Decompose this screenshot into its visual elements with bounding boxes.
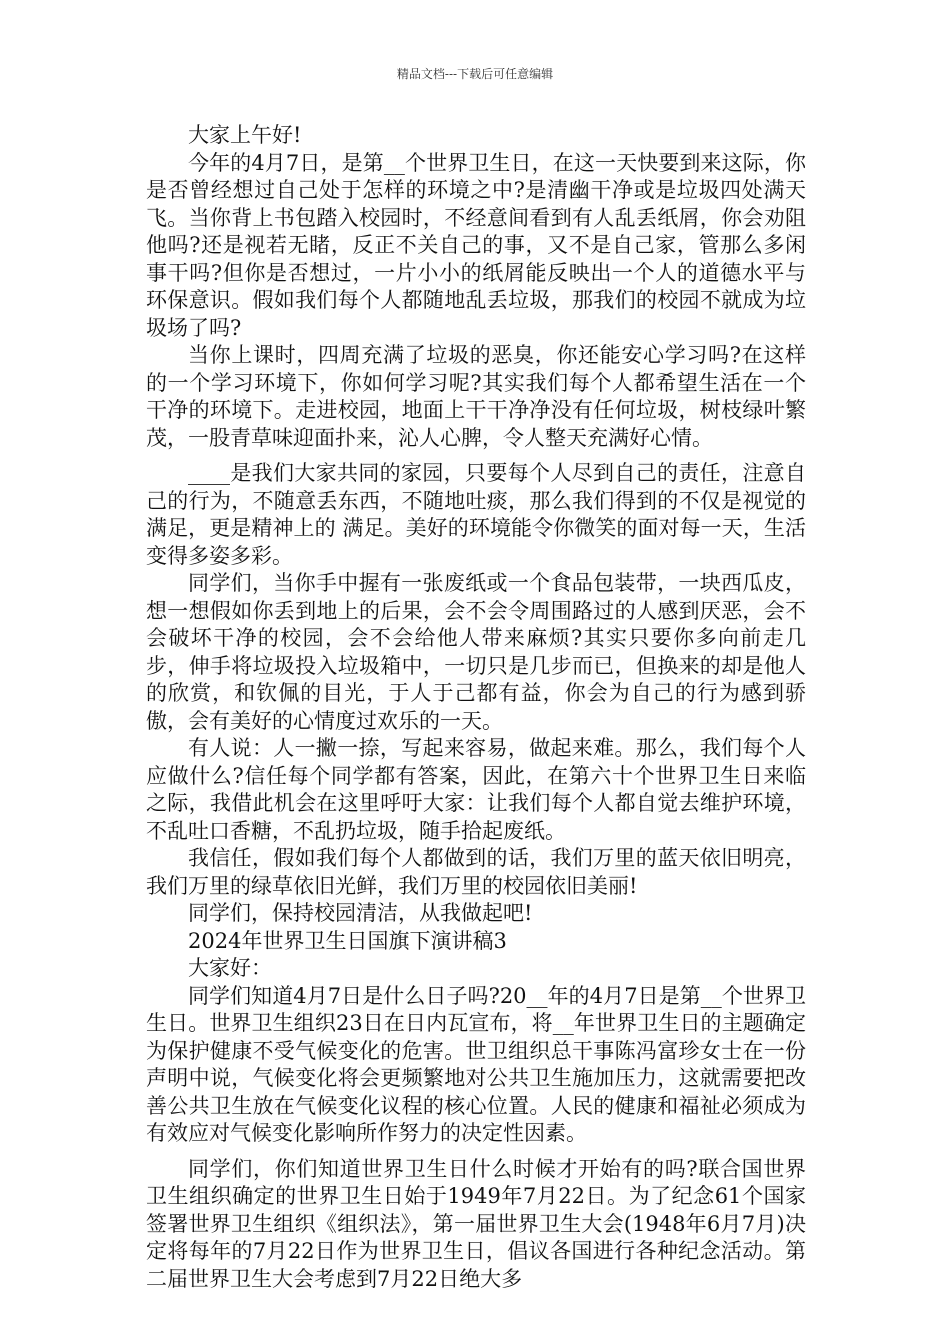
- paragraph: 同学们，你们知道世界卫生日什么时候才开始有的吗?联合国世界卫生组织确定的世界卫生日始于1949年7月22日。为了纪念61个国家签署世界卫生组织《组织法》，第一届世界卫生大会(1948年6月7月)决定将每年的7月22日作为世界卫生日，倡议各国进行各种纪念活动。第二届世界卫生大会考虑到7月22日绝大多: [146, 1156, 806, 1291]
- paragraph: 同学们知道4月7日是什么日子吗?20__年的4月7日是第__个世界卫生日。世界卫生组织23日在日内瓦宣布，将__年世界卫生日的主题确定为保护健康不受气候变化的危害。世卫组织总干事陈冯富珍女士在一份声明中说，气候变化将会更频繁地对公共卫生施加压力，这就需要把改善公共卫生放在气候变化议程的核心位置。人民的健康和福祉必须成为有效应对气候变化影响所作努力的决定性因素。: [146, 983, 806, 1145]
- paragraph: 同学们，当你手中握有一张废纸或一个食品包装带，一块西瓜皮，想一想假如你丢到地上的后果，会不会令周围路过的人感到厌恶，会不会破坏干净的校园，会不会给他人带来麻烦?其实只要你多向前走几步，伸手将垃圾投入垃圾箱中，一切只是几步而已，但换来的却是他人的欣赏，和钦佩的目光，于人于己都有益，你会为自己的行为感到骄傲，会有美好的心情度过欢乐的一天。: [146, 571, 806, 733]
- page-header: 精品文档---下载后可任意编辑: [396, 67, 554, 81]
- paragraph: 今年的4月7日，是第__个世界卫生日，在这一天快要到来这际，你是否曾经想过自己处于怎样的环境之中?是清幽干净或是垃圾四处满天飞。当你背上书包踏入校园时，不经意间看到有人乱丢纸屑，你会劝阻他吗?还是视若无睹，反正不关自己的事，又不是自己家，管那么多闲事干吗?但你是否想过，一片小小的纸屑能反映出一个人的道德水平与环保意识。假如我们每个人都随地乱丢垃圾，那我们的校园不就成为垃圾场了吗?: [146, 150, 806, 340]
- section-title: 2024年世界卫生日国旗下演讲稿3: [188, 928, 507, 953]
- document-body: [146, 122, 806, 1293]
- paragraph: ____是我们大家共同的家园，只要每个人尽到自己的责任，注意自己的行为，不随意丢东西，不随地吐痰，那么我们得到的不仅是视觉的满足，更是精神上的 满足。美好的环境能令你微笑的面对每一天，生活变得多姿多彩。: [146, 461, 806, 568]
- paragraph: 有人说：人一撇一捺，写起来容易，做起来难。那么，我们每个人应做什么?信任每个同学都有答案，因此，在第六十个世界卫生日来临之际，我借此机会在这里呼吁大家：让我们每个人都自觉去维护环境，不乱吐口香糖，不乱扔垃圾，随手拾起废纸。: [146, 736, 806, 843]
- paragraph: 同学们，保持校园清洁，从我做起吧!: [188, 901, 533, 925]
- paragraph-greeting: 大家上午好!: [188, 123, 302, 147]
- paragraph-greeting: 大家好：: [188, 956, 272, 980]
- paragraph: 当你上课时，四周充满了垃圾的恶臭，你还能安心学习吗?在这样的一个学习环境下，你如何学习呢?其实我们每个人都希望生活在一个干净的环境下。走进校园，地面上干干净净没有任何垃圾，树枝绿叶繁茂，一股青草味迎面扑来，沁人心脾，令人整天充满好心情。: [146, 343, 806, 450]
- paragraph: 我信任，假如我们每个人都做到的话，我们万里的蓝天依旧明亮，我们万里的绿草依旧光鲜，我们万里的校园依旧美丽!: [146, 846, 806, 898]
